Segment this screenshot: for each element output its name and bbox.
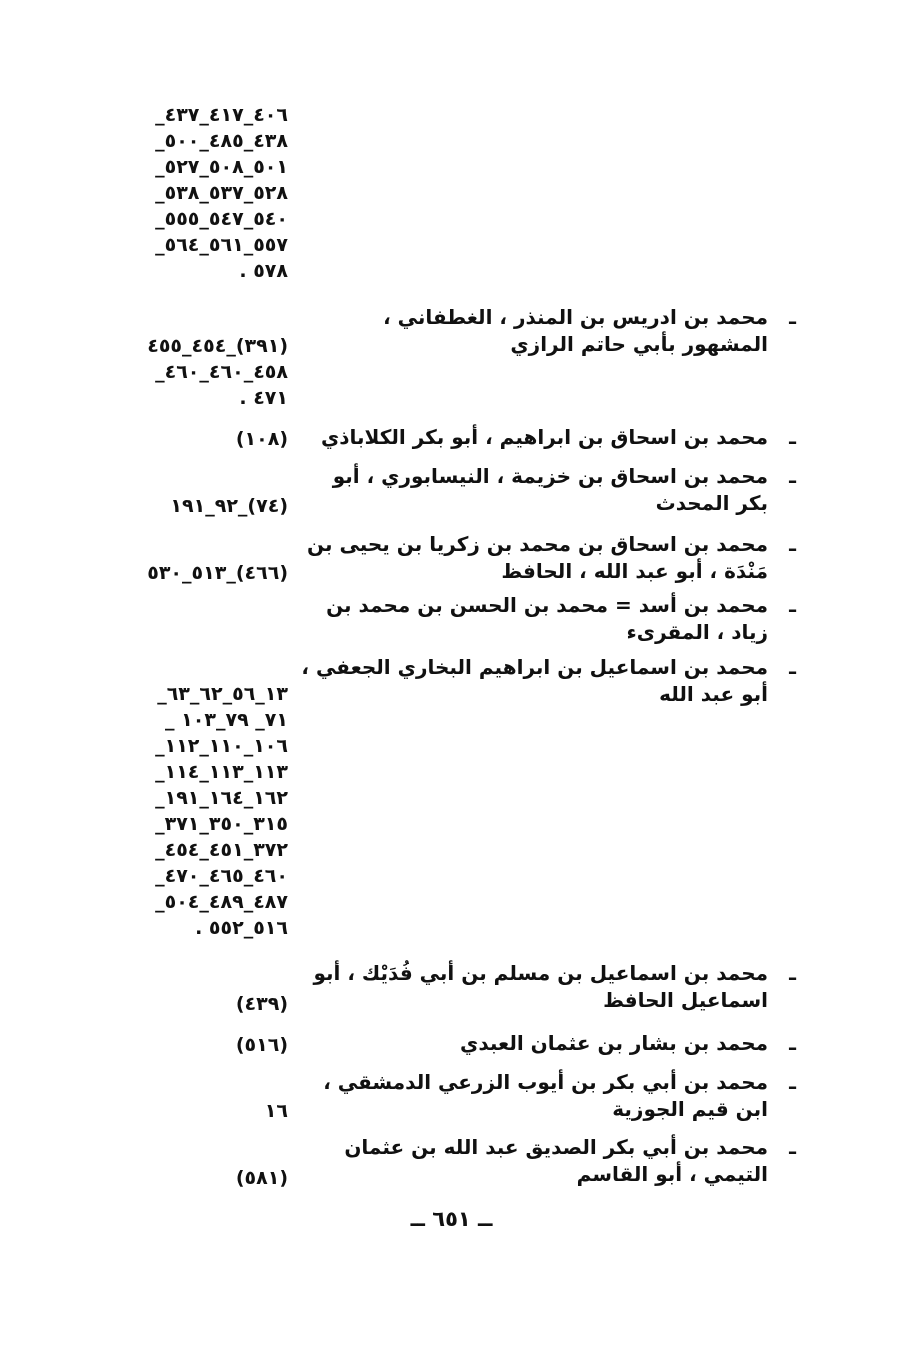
page-number: ــ ٦٥١ ــ: [410, 1207, 493, 1231]
ref-line: ١٦٢_١٦٤_١٩١_: [155, 787, 288, 809]
entry-dash: ـ: [789, 655, 796, 679]
continued-page-refs: [108, 102, 288, 284]
entry-dash: ـ: [789, 1135, 796, 1159]
index-entry: [296, 592, 796, 646]
index-entry: [296, 960, 796, 1014]
ref-line: ٤٨٧_٤٨٩_٥٠٤_: [155, 891, 288, 913]
entry-dash: ـ: [789, 961, 796, 985]
entry-name: محمد بن ادريس بن المنذر ، الغطفاني ، المشهور بأبي حاتم الرازي: [383, 305, 768, 356]
ref-line: ١١٣_١١٣_١١٤_: [155, 761, 288, 783]
entry-page-ref: (٥١٦): [235, 1034, 288, 1056]
entry-dash: ـ: [789, 532, 796, 556]
entry-page-ref: (٧٤)_٩٢_١٩١: [170, 495, 288, 517]
entry-name: محمد بن أسد = محمد بن الحسن بن محمد بن زياد ، المقرىء: [326, 593, 768, 644]
ref-line: ٣٧٢_٤٥١_٤٥٤_: [155, 839, 288, 861]
entry-page-refs: [108, 333, 288, 411]
index-entry: [296, 1134, 796, 1188]
entry-dash: ـ: [789, 305, 796, 329]
ref-line: ٤٠٦_٤١٧_٤٣٧_: [155, 104, 288, 126]
ref-line: ٤٣٨_٤٨٥_٥٠٠_: [155, 130, 288, 152]
entry-page-ref: (٥٨١): [235, 1167, 288, 1189]
ref-line: ٥٥٧_٥٦١_٥٦٤_: [155, 234, 288, 256]
ref-line: ١٣_٥٦_٦٢_٦٣_: [157, 683, 288, 705]
entry-page-ref: (٤٣٩): [235, 993, 288, 1015]
ref-line: ٤٧١ .: [239, 387, 288, 409]
entry-page-ref: (٤٦٦)_٥١٣_٥٣٠: [147, 562, 288, 584]
entry-name: محمد بن أبي بكر الصديق عبد الله بن عثمان التيمي ، أبو القاسم: [344, 1135, 768, 1186]
ref-line: ١٠٦_١١٠_١١٢_: [155, 735, 288, 757]
index-entry: [296, 463, 796, 517]
index-entry: [296, 654, 796, 708]
ref-line: ٤٥٨_٤٦٠_٤٦٠_: [155, 361, 288, 383]
ref-line: ٥١٦_٥٥٢ .: [195, 917, 288, 939]
index-entry: [296, 304, 796, 358]
entry-dash: ـ: [789, 464, 796, 488]
entry-name: محمد بن اسحاق بن ابراهيم ، أبو بكر الكلاباذي: [320, 425, 768, 449]
entry-name: محمد بن اسحاق بن خزيمة ، النيسابوري ، أبو بكر المحدث: [332, 464, 768, 515]
ref-line: ٣١٥_٣٥٠_٣٧١_: [155, 813, 288, 835]
index-entry: [296, 1069, 796, 1123]
entry-name: محمد بن اسحاق بن محمد بن زكريا بن يحيى بن مَنْدَة ، أبو عبد الله ، الحافظ: [307, 532, 768, 583]
index-entry: [296, 424, 796, 451]
entry-name: محمد بن اسماعيل بن مسلم بن أبي فُدَيْك ، أبو اسماعيل الحافظ: [313, 961, 768, 1012]
ref-line: (٣٩١)_٤٥٤_٤٥٥: [147, 335, 288, 357]
index-entry: [296, 531, 796, 585]
entry-name: محمد بن بشار بن عثمان العبدي: [460, 1031, 768, 1055]
entry-name: محمد بن أبي بكر بن أيوب الزرعي الدمشقي ، ابن قيم الجوزية: [323, 1070, 768, 1121]
ref-line: ٤٦٠_٤٦٥_٤٧٠_: [155, 865, 288, 887]
ref-line: ٥٤٠_٥٤٧_٥٥٥_: [155, 208, 288, 230]
ref-line: ٥٠١_٥٠٨_٥٢٧_: [155, 156, 288, 178]
ref-line: ٥٢٨_٥٣٧_٥٣٨_: [155, 182, 288, 204]
entry-page-ref: ١٦: [264, 1100, 288, 1122]
entry-page-refs: [108, 681, 288, 941]
entry-dash: ـ: [789, 425, 796, 449]
entry-dash: ـ: [789, 593, 796, 617]
entry-dash: ـ: [789, 1031, 796, 1055]
ref-line: ٧١_ ٧٩_١٠٣ _: [165, 709, 288, 731]
index-entry: [296, 1030, 796, 1057]
entry-dash: ـ: [789, 1070, 796, 1094]
entry-page-ref: (١٠٨): [235, 428, 288, 450]
ref-line: ٥٧٨ .: [239, 260, 288, 282]
entry-name: محمد بن اسماعيل بن ابراهيم البخاري الجعفي ، أبو عبد الله: [301, 655, 768, 706]
